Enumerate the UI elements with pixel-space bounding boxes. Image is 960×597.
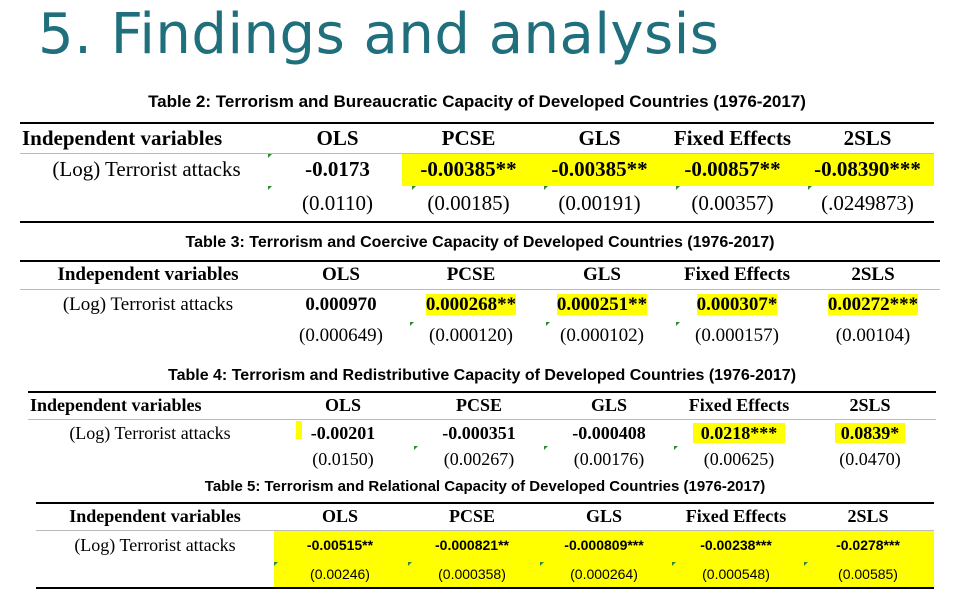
header-ols: OLS [316, 125, 359, 150]
se-ols: (0.00246) [274, 560, 406, 588]
coef-pcse-value: 0.000268** [425, 293, 517, 315]
se-gls: (0.00191) [558, 191, 641, 215]
coef-2sls-value: 0.00272*** [827, 293, 919, 315]
header-fixed-effects: Fixed Effects [688, 395, 790, 416]
table-2-title: Table 2: Terrorism and Bureaucratic Capacity of Developed Countries (1976-2017) [148, 92, 806, 111]
header-gls: GLS [590, 395, 628, 416]
table-2-grid [20, 122, 934, 223]
header-independent-variables: Independent variables [57, 264, 239, 286]
cell-indicator [674, 446, 678, 450]
se-fixed-effects: (0.000548) [670, 560, 802, 588]
se-fixed-effects: (0.000157) [695, 325, 779, 346]
header-ols: OLS [324, 395, 362, 416]
header-pcse: PCSE [446, 264, 496, 286]
coef-ols: 0.000970 [305, 293, 377, 315]
header-gls: GLS [582, 264, 622, 286]
table-4-title: Table 4: Terrorism and Redistributive Capacity of Developed Countries (1976-2017) [167, 367, 797, 384]
coef-gls [536, 289, 668, 320]
coef-gls: -0.000809*** [538, 530, 670, 560]
se-ols: (0.0150) [312, 448, 374, 469]
header-gls: GLS [585, 506, 623, 527]
se-2sls: (0.00585) [802, 560, 934, 588]
header-independent-variables: Independent variables [30, 395, 202, 416]
se-ols: (0.000649) [299, 325, 383, 346]
coef-2sls [804, 419, 936, 448]
coef-fixed-effects: -0.00238*** [670, 530, 802, 560]
cell-indicator [412, 186, 416, 190]
coef-ols: -0.0173 [305, 157, 370, 182]
coef-pcse: -0.00385** [402, 153, 535, 186]
cell-indicator [540, 562, 544, 566]
coef-gls: -0.00385** [535, 153, 664, 186]
se-2sls: (0.0470) [839, 448, 901, 469]
se-pcse: (0.00185) [427, 191, 510, 215]
header-gls: GLS [578, 125, 621, 150]
cell-indicator [414, 446, 418, 450]
se-gls: (0.000264) [538, 560, 670, 588]
header-fixed-effects: Fixed Effects [673, 125, 792, 150]
cell-indicator [408, 562, 412, 566]
cell-indicator [804, 562, 808, 566]
se-pcse: (0.00267) [443, 448, 515, 469]
coef-pcse [406, 289, 536, 320]
se-pcse: (0.000358) [406, 560, 538, 588]
table-3-grid [20, 260, 940, 352]
header-2sls: 2SLS [847, 506, 889, 527]
table-5-title: Table 5: Terrorism and Relational Capacity of Developed Countries (1976-2017) [204, 478, 766, 495]
coef-pcse: -0.000821** [406, 530, 538, 560]
table-4 [24, 364, 940, 472]
cell-indicator [268, 154, 272, 158]
coef-2sls: -0.0278*** [802, 530, 934, 560]
coef-fixed-effects [674, 419, 804, 448]
row-label: (Log) Terrorist attacks [62, 293, 234, 315]
header-fixed-effects: Fixed Effects [683, 264, 791, 286]
highlight-mark [296, 421, 302, 439]
table-5-grid [36, 502, 934, 589]
cell-indicator [268, 186, 272, 190]
row-label: (Log) Terrorist attacks [69, 423, 231, 444]
coef-ols: -0.00201 [310, 423, 376, 444]
se-ols: (0.0110) [302, 191, 373, 215]
coef-fixed-effects-value: 0.0218*** [693, 423, 786, 443]
se-gls: (0.000102) [560, 325, 644, 346]
table-4-grid [28, 391, 936, 470]
row-label: (Log) Terrorist attacks [74, 534, 236, 555]
cell-indicator [410, 322, 414, 326]
se-fixed-effects: (0.00357) [691, 191, 774, 215]
coef-2sls [806, 289, 940, 320]
header-2sls: 2SLS [849, 395, 891, 416]
se-pcse: (0.000120) [429, 325, 513, 346]
header-2sls: 2SLS [843, 125, 892, 150]
header-2sls: 2SLS [851, 264, 895, 286]
cell-indicator [274, 562, 278, 566]
coef-ols: -0.00515** [274, 530, 406, 560]
coef-fixed-effects-value: 0.000307* [696, 293, 778, 315]
table-2 [14, 89, 940, 226]
header-pcse: PCSE [455, 395, 502, 416]
header-fixed-effects: Fixed Effects [685, 506, 787, 527]
cell-indicator [808, 186, 812, 190]
se-2sls: (0.00104) [835, 325, 911, 346]
cell-indicator [546, 322, 550, 326]
coef-gls: -0.000408 [572, 423, 646, 444]
se-gls: (0.00176) [573, 448, 645, 469]
row-label: (Log) Terrorist attacks [52, 157, 241, 182]
table-3-title: Table 3: Terrorism and Coercive Capacity of Developed Countries (1976-2017) [185, 234, 775, 251]
header-pcse: PCSE [441, 125, 496, 150]
coef-2sls: -0.08390*** [801, 153, 934, 186]
coef-pcse: -0.000351 [442, 423, 516, 444]
cell-indicator [672, 562, 676, 566]
coef-fixed-effects [668, 289, 806, 320]
slide-title: 5. Findings and analysis [38, 2, 720, 67]
table-3 [20, 230, 940, 354]
cell-indicator [544, 186, 548, 190]
header-ols: OLS [321, 506, 359, 527]
header-independent-variables: Independent variables [22, 125, 223, 150]
se-fixed-effects: (0.00625) [703, 448, 775, 469]
cell-indicator [544, 446, 548, 450]
coef-gls-value: 0.000251** [556, 293, 648, 315]
coef-2sls-value: 0.0839* [835, 423, 906, 443]
header-pcse: PCSE [448, 506, 495, 527]
cell-indicator [676, 186, 680, 190]
se-2sls: (.0249873) [821, 191, 914, 215]
cell-indicator [676, 322, 680, 326]
header-independent-variables: Independent variables [69, 506, 241, 527]
table-5 [30, 474, 940, 590]
coef-fixed-effects: -0.00857** [664, 153, 801, 186]
header-ols: OLS [321, 264, 361, 286]
